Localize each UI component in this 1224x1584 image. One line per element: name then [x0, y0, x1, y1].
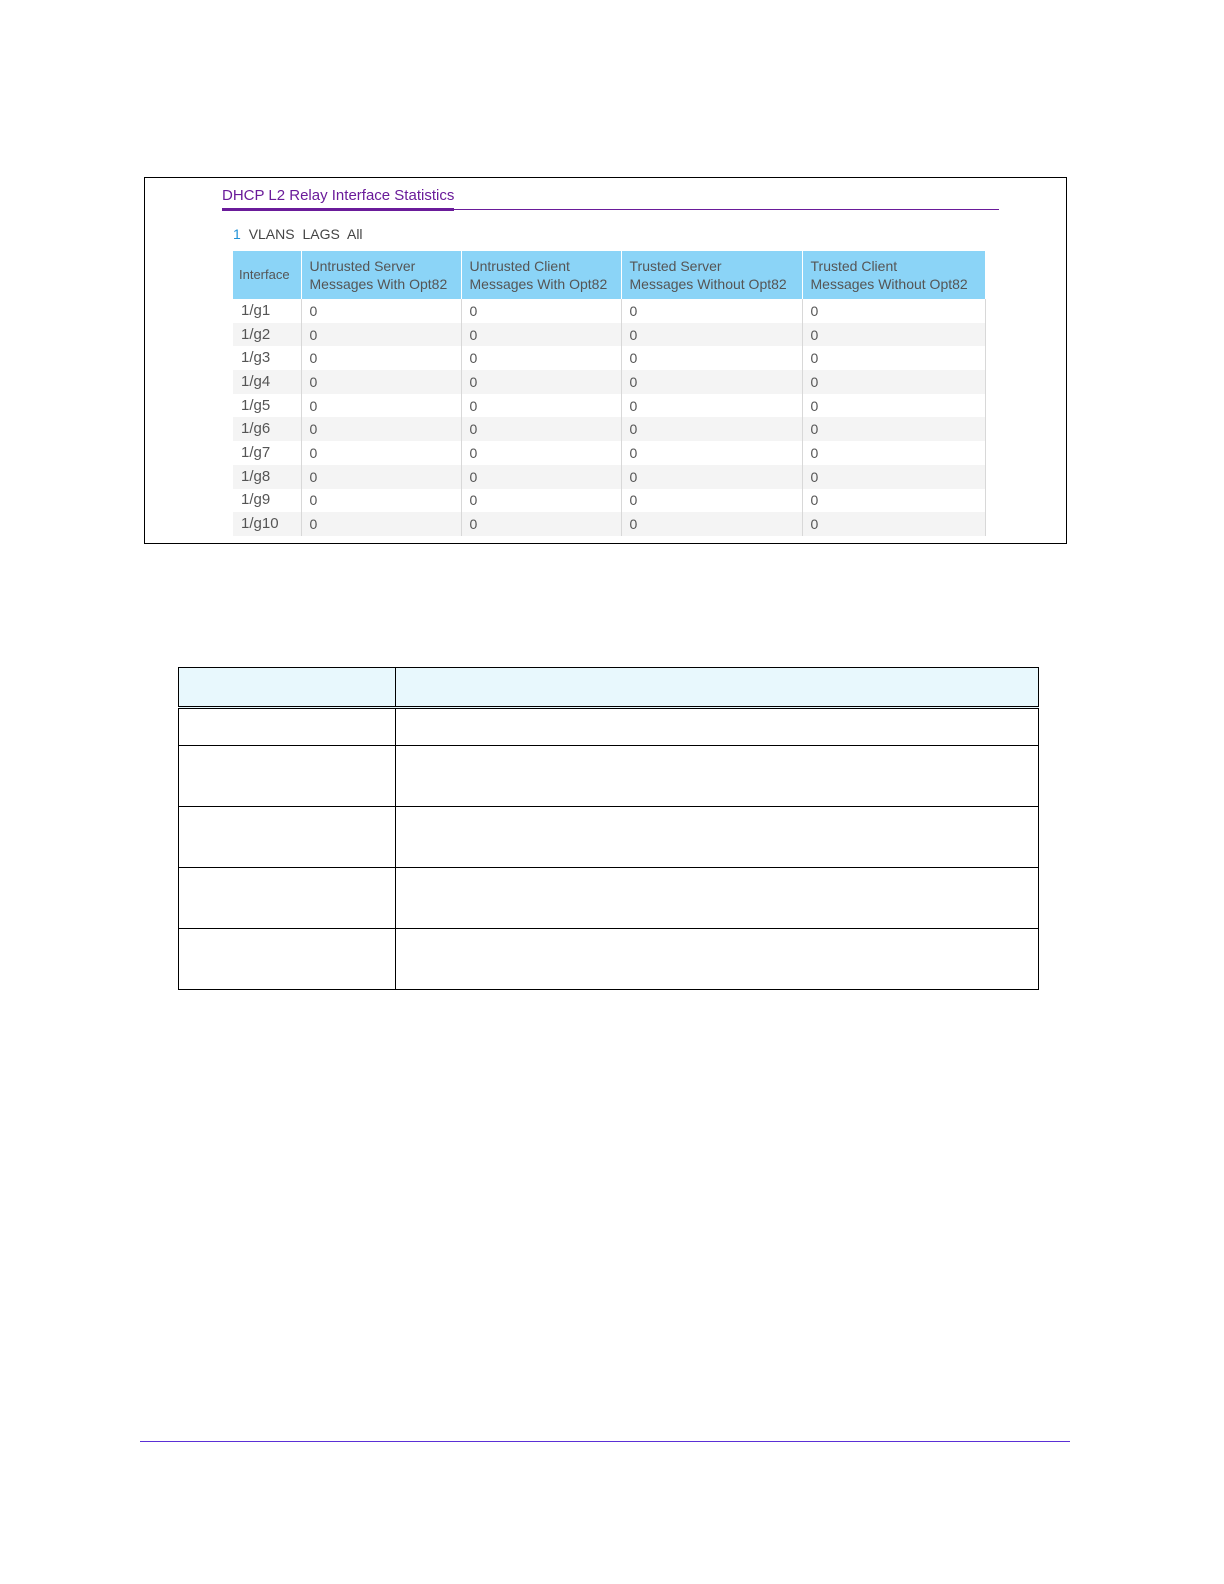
cell-value: 0 [621, 346, 802, 370]
doc-cell [179, 929, 396, 990]
cell-interface: 1/g8 [233, 465, 301, 489]
cell-value: 0 [461, 417, 621, 441]
cell-value: 0 [802, 465, 985, 489]
doc-header-cell [179, 668, 396, 708]
header-line: Messages Without Opt82 [810, 276, 968, 292]
cell-value: 0 [802, 441, 985, 465]
cell-value: 0 [301, 489, 461, 513]
table-row[interactable] [233, 512, 985, 536]
doc-cell [179, 746, 396, 807]
doc-header-cell [396, 668, 1039, 708]
cell-value: 0 [621, 441, 802, 465]
column-header-untrusted-client[interactable] [461, 251, 621, 299]
cell-interface: 1/g5 [233, 394, 301, 418]
interface-statistics-table [233, 251, 986, 536]
cell-value: 0 [301, 323, 461, 347]
cell-value: 0 [461, 394, 621, 418]
table-row[interactable] [233, 323, 985, 347]
cell-value: 0 [621, 417, 802, 441]
doc-cell [396, 868, 1039, 929]
cell-value: 0 [461, 299, 621, 323]
filter-vlans-link[interactable]: VLANS [248, 226, 295, 242]
cell-value: 0 [301, 370, 461, 394]
table-row[interactable] [233, 417, 985, 441]
header-line: Untrusted Server [309, 258, 416, 274]
cell-value: 0 [621, 370, 802, 394]
cell-value: 0 [301, 299, 461, 323]
table-row[interactable] [233, 370, 985, 394]
doc-cell [396, 807, 1039, 868]
doc-table-row [179, 746, 1039, 807]
cell-value: 0 [301, 417, 461, 441]
cell-value: 0 [301, 441, 461, 465]
page-link-1[interactable]: 1 [233, 226, 241, 242]
column-header-untrusted-server[interactable] [301, 251, 461, 299]
header-line: Messages With Opt82 [309, 276, 448, 292]
cell-interface: 1/g10 [233, 512, 301, 536]
cell-value: 0 [461, 465, 621, 489]
cell-value: 0 [802, 346, 985, 370]
header-line: Trusted Client [810, 258, 898, 274]
doc-cell [396, 708, 1039, 746]
table-row[interactable] [233, 299, 985, 323]
doc-cell [179, 868, 396, 929]
doc-table-row [179, 868, 1039, 929]
doc-cell [179, 708, 396, 746]
screenshot-panel [144, 177, 1067, 544]
field-description-table [178, 667, 1039, 990]
cell-value: 0 [461, 323, 621, 347]
doc-table-header-row [179, 668, 1039, 708]
cell-value: 0 [802, 370, 985, 394]
cell-interface: 1/g1 [233, 299, 301, 323]
table-row[interactable] [233, 489, 985, 513]
header-line: Untrusted Client [469, 258, 570, 274]
cell-value: 0 [461, 370, 621, 394]
tab-dhcp-l2-relay-interface-statistics[interactable]: DHCP L2 Relay Interface Statistics [222, 187, 454, 211]
header-line: Messages Without Opt82 [629, 276, 787, 292]
cell-interface: 1/g6 [233, 417, 301, 441]
cell-value: 0 [301, 465, 461, 489]
column-header-trusted-client[interactable] [802, 251, 985, 299]
table-row[interactable] [233, 394, 985, 418]
cell-value: 0 [461, 512, 621, 536]
doc-table-row [179, 708, 1039, 746]
cell-interface: 1/g7 [233, 441, 301, 465]
cell-value: 0 [621, 394, 802, 418]
cell-value: 0 [461, 489, 621, 513]
table-row[interactable] [233, 346, 985, 370]
cell-value: 0 [461, 441, 621, 465]
table-row[interactable] [233, 441, 985, 465]
cell-value: 0 [802, 512, 985, 536]
column-header-interface[interactable]: Interface [233, 251, 301, 299]
cell-value: 0 [621, 299, 802, 323]
cell-value: 0 [621, 465, 802, 489]
cell-value: 0 [621, 489, 802, 513]
tab-underline [222, 209, 999, 210]
cell-interface: 1/g4 [233, 370, 301, 394]
cell-value: 0 [301, 394, 461, 418]
column-header-trusted-server[interactable] [621, 251, 802, 299]
cell-value: 0 [621, 323, 802, 347]
cell-value: 0 [301, 512, 461, 536]
cell-interface: 1/g3 [233, 346, 301, 370]
cell-value: 0 [802, 417, 985, 441]
cell-value: 0 [301, 346, 461, 370]
header-line: Messages With Opt82 [469, 276, 608, 292]
table-row[interactable] [233, 465, 985, 489]
doc-cell [396, 929, 1039, 990]
cell-value: 0 [802, 489, 985, 513]
cell-interface: 1/g2 [233, 323, 301, 347]
header-line: Trusted Server [629, 258, 722, 274]
filter-all-link[interactable]: All [346, 226, 363, 242]
cell-interface: 1/g9 [233, 489, 301, 513]
cell-value: 0 [621, 512, 802, 536]
doc-cell [396, 746, 1039, 807]
filter-lags-link[interactable]: LAGS [302, 226, 340, 242]
cell-value: 0 [802, 394, 985, 418]
doc-table-row [179, 929, 1039, 990]
cell-value: 0 [802, 299, 985, 323]
cell-value: 0 [461, 346, 621, 370]
footer-rule [140, 1441, 1070, 1442]
doc-table-row [179, 807, 1039, 868]
table-header-row [233, 251, 985, 299]
cell-value: 0 [802, 323, 985, 347]
doc-cell [179, 807, 396, 868]
filter-bar [233, 225, 367, 243]
